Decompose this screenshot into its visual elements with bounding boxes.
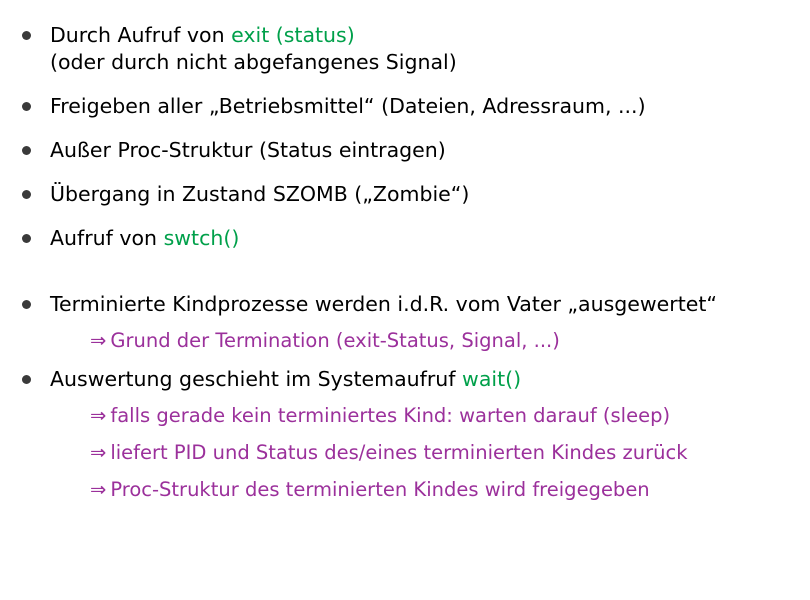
sub-list xyxy=(50,327,796,355)
bullet-wait-syscall xyxy=(14,366,796,505)
bullet-text: Außer Proc-Struktur (Status eintragen) xyxy=(50,138,446,163)
sub-item-label: Grund der Termination (exit-Status, Signal, ...) xyxy=(110,329,560,353)
bullet-exit-call xyxy=(14,22,796,76)
bullet-dot-icon xyxy=(22,102,31,111)
bullet-list-secondary xyxy=(14,291,796,504)
bullet-text: Durch Aufruf von xyxy=(50,23,232,47)
code-token: swtch() xyxy=(163,226,240,251)
bullet-free-resources xyxy=(14,93,796,120)
bullet-text: Auswertung geschieht im Systemaufruf xyxy=(50,366,463,391)
sub-item-label: liefert PID und Status des/eines terminierten Kindes zurück xyxy=(110,440,688,464)
sub-item xyxy=(50,476,796,504)
bullet-dot-icon xyxy=(22,31,31,40)
code-token: exit (status) xyxy=(231,23,355,47)
bullet-list-primary xyxy=(14,22,796,252)
bullet-text: Aufruf von xyxy=(50,226,164,251)
bullet-text: Terminierte Kindprozesse werden i.d.R. vom Vater „ausgewertet“ xyxy=(50,292,718,317)
sub-list xyxy=(50,402,796,505)
bullet-text: Freigeben aller „Betriebsmittel“ (Dateien, Adressraum, ...) xyxy=(50,94,646,119)
sub-item-label: falls gerade kein terminiertes Kind: warten darauf (sleep) xyxy=(110,403,671,427)
bullet-swtch-call xyxy=(14,225,796,252)
bullet-dot-icon xyxy=(22,146,31,155)
double-arrow-icon: ⇒ xyxy=(90,440,107,464)
double-arrow-icon: ⇒ xyxy=(90,478,107,502)
bullet-text: Übergang in Zustand SZOMB („Zombie“) xyxy=(50,182,470,207)
sub-item xyxy=(50,402,796,430)
bullet-szomb-state xyxy=(14,181,796,208)
sub-item xyxy=(50,439,796,467)
bullet-dot-icon xyxy=(22,234,31,243)
double-arrow-icon: ⇒ xyxy=(90,329,107,353)
sub-item xyxy=(50,327,796,355)
bullet-dot-icon xyxy=(22,190,31,199)
bullet-dot-icon xyxy=(22,375,31,384)
bullet-dot-icon xyxy=(22,300,31,309)
sub-item-label: Proc-Struktur des terminierten Kindes wird freigegeben xyxy=(110,478,650,502)
bullet-proc-struct xyxy=(14,137,796,164)
double-arrow-icon: ⇒ xyxy=(90,403,107,427)
bullet-terminated-children xyxy=(14,291,796,355)
code-token: wait() xyxy=(462,366,522,391)
section-spacer xyxy=(14,269,796,291)
bullet-subline: (oder durch nicht abgefangenes Signal) xyxy=(50,50,457,75)
